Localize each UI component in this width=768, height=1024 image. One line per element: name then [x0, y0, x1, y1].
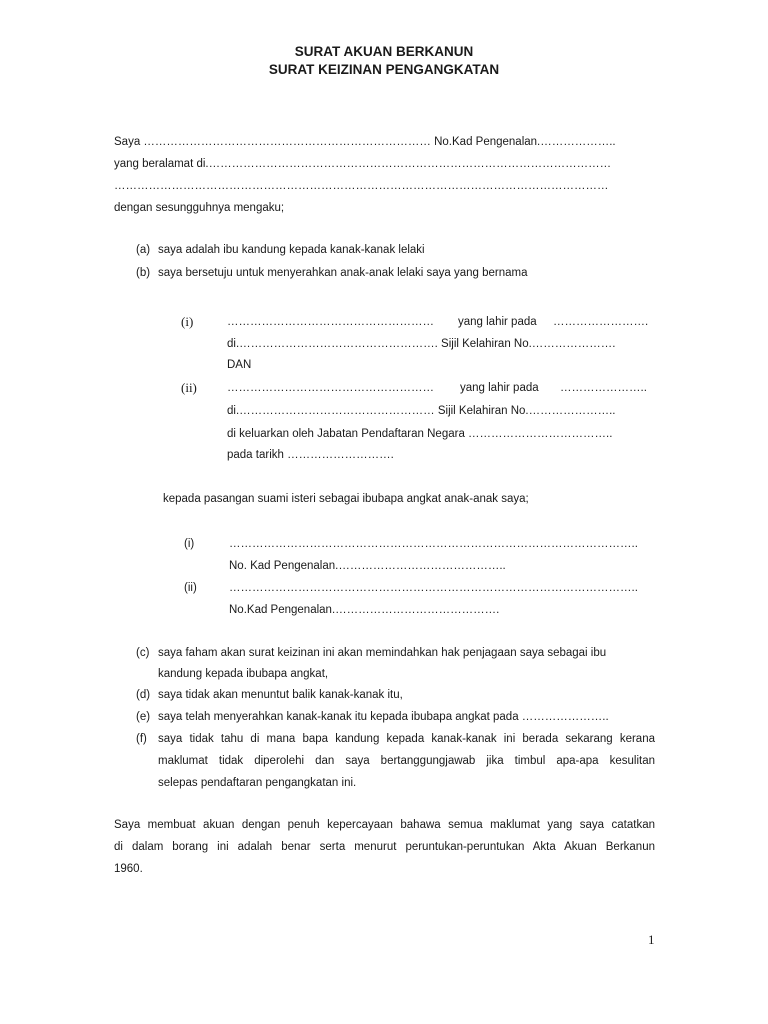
page-number: 1 — [648, 932, 655, 947]
child-ii-name-blank: ……………………………………………… — [227, 382, 434, 394]
document-subtitle: SURAT KEIZINAN PENGANGKATAN — [268, 62, 500, 77]
child-i-birthplace-line: di.……………………………………………. Sijil Kelahiran No.…………………. — [227, 338, 616, 350]
item-a-text: saya adalah ibu kandung kepada kanak-kanak lelaki — [158, 244, 425, 256]
child-ii-birthplace-line: di.…………………………………………… Sijil Kelahiran No.………………….. — [227, 405, 616, 417]
item-f-marker: (f) — [136, 733, 147, 745]
item-c-text-line2: kandung kepada ibubapa angkat, — [158, 668, 329, 680]
item-d-text: saya tidak akan menuntut balik kanak-kanak itu, — [158, 689, 403, 701]
item-b-marker: (b) — [136, 267, 151, 279]
item-e-text: saya telah menyerahkan kanak-kanak itu kepada ibubapa angkat pada ………………….. — [158, 711, 609, 723]
child-ii-birthdate-blank: ………………….. — [560, 382, 647, 394]
adoptive-parent-i-ic-line: No. Kad Pengenalan.…………………………………….. — [229, 560, 506, 572]
adoptive-parent-ii-marker: (ii) — [184, 582, 197, 594]
item-b-text: saya bersetuju untuk menyerahkan anak-anak lelaki saya yang bernama — [158, 267, 528, 279]
document-title: SURAT AKUAN BERKANUN — [294, 44, 474, 59]
item-a-marker: (a) — [136, 244, 151, 256]
child-conjunction: DAN — [227, 359, 252, 371]
item-d-marker: (d) — [136, 689, 151, 701]
adoptive-parent-ii-name-blank: …………………………………………………………………………………………….. — [229, 582, 638, 594]
declarant-name-line: Saya ………………………………………………………………… No.Kad Pengenalan.……………….. — [114, 136, 616, 148]
item-f-text-line3: selepas pendaftaran pengangkatan ini. — [158, 777, 357, 789]
declarant-address-continuation: ………………………………………………………………………………………………………………… — [114, 180, 609, 192]
child-i-born-label: yang lahir pada — [458, 316, 537, 328]
item-f-text-line2: maklumat tidak diperolehi dan saya bertanggungjawab jika timbul apa-apa kesulitan — [158, 755, 655, 767]
item-e-marker: (e) — [136, 711, 151, 723]
item-c-marker: (c) — [136, 647, 150, 659]
child-i-marker: (i) — [181, 314, 194, 329]
child-ii-born-label: yang lahir pada — [460, 382, 539, 394]
item-c-text-line1: saya faham akan surat keizinan ini akan memindahkan hak penjagaan saya sebagai ibu — [158, 647, 607, 659]
declarant-address-line: yang beralamat di.…………………………………………………………………………………………… — [114, 158, 612, 170]
adoptive-parent-i-marker: (i) — [184, 538, 195, 550]
issue-date-line: pada tarikh ………………………. — [227, 449, 394, 461]
child-i-name-blank: ……………………………………………… — [227, 316, 434, 328]
closing-paragraph-line1: Saya membuat akuan dengan penuh kepercayaan bahawa semua maklumat yang saya catatkan — [114, 819, 655, 831]
closing-paragraph-line3: 1960. — [114, 863, 143, 875]
adoptive-parent-ii-ic-line: No.Kad Pengenalan.……………………………………. — [229, 604, 500, 616]
adoptive-parent-i-name-blank: …………………………………………………………………………………………….. — [229, 538, 638, 550]
closing-paragraph-line2: di dalam borang ini adalah benar serta menurut peruntukan-peruntukan Akta Akuan Berkanun — [114, 841, 655, 853]
adoptive-parents-intro: kepada pasangan suami isteri sebagai ibubapa angkat anak-anak saya; — [163, 493, 529, 505]
child-ii-marker: (ii) — [181, 380, 197, 395]
child-i-birthdate-blank: ……………………. — [553, 316, 649, 328]
declaration-lead-in: dengan sesungguhnya mengaku; — [114, 202, 285, 214]
item-f-text-line1: saya tidak tahu di mana bapa kandung kepada kanak-kanak ini berada sekarang kerana — [158, 733, 655, 745]
issuing-authority-line: di keluarkan oleh Jabatan Pendaftaran Negara ……………………………….. — [227, 428, 613, 440]
